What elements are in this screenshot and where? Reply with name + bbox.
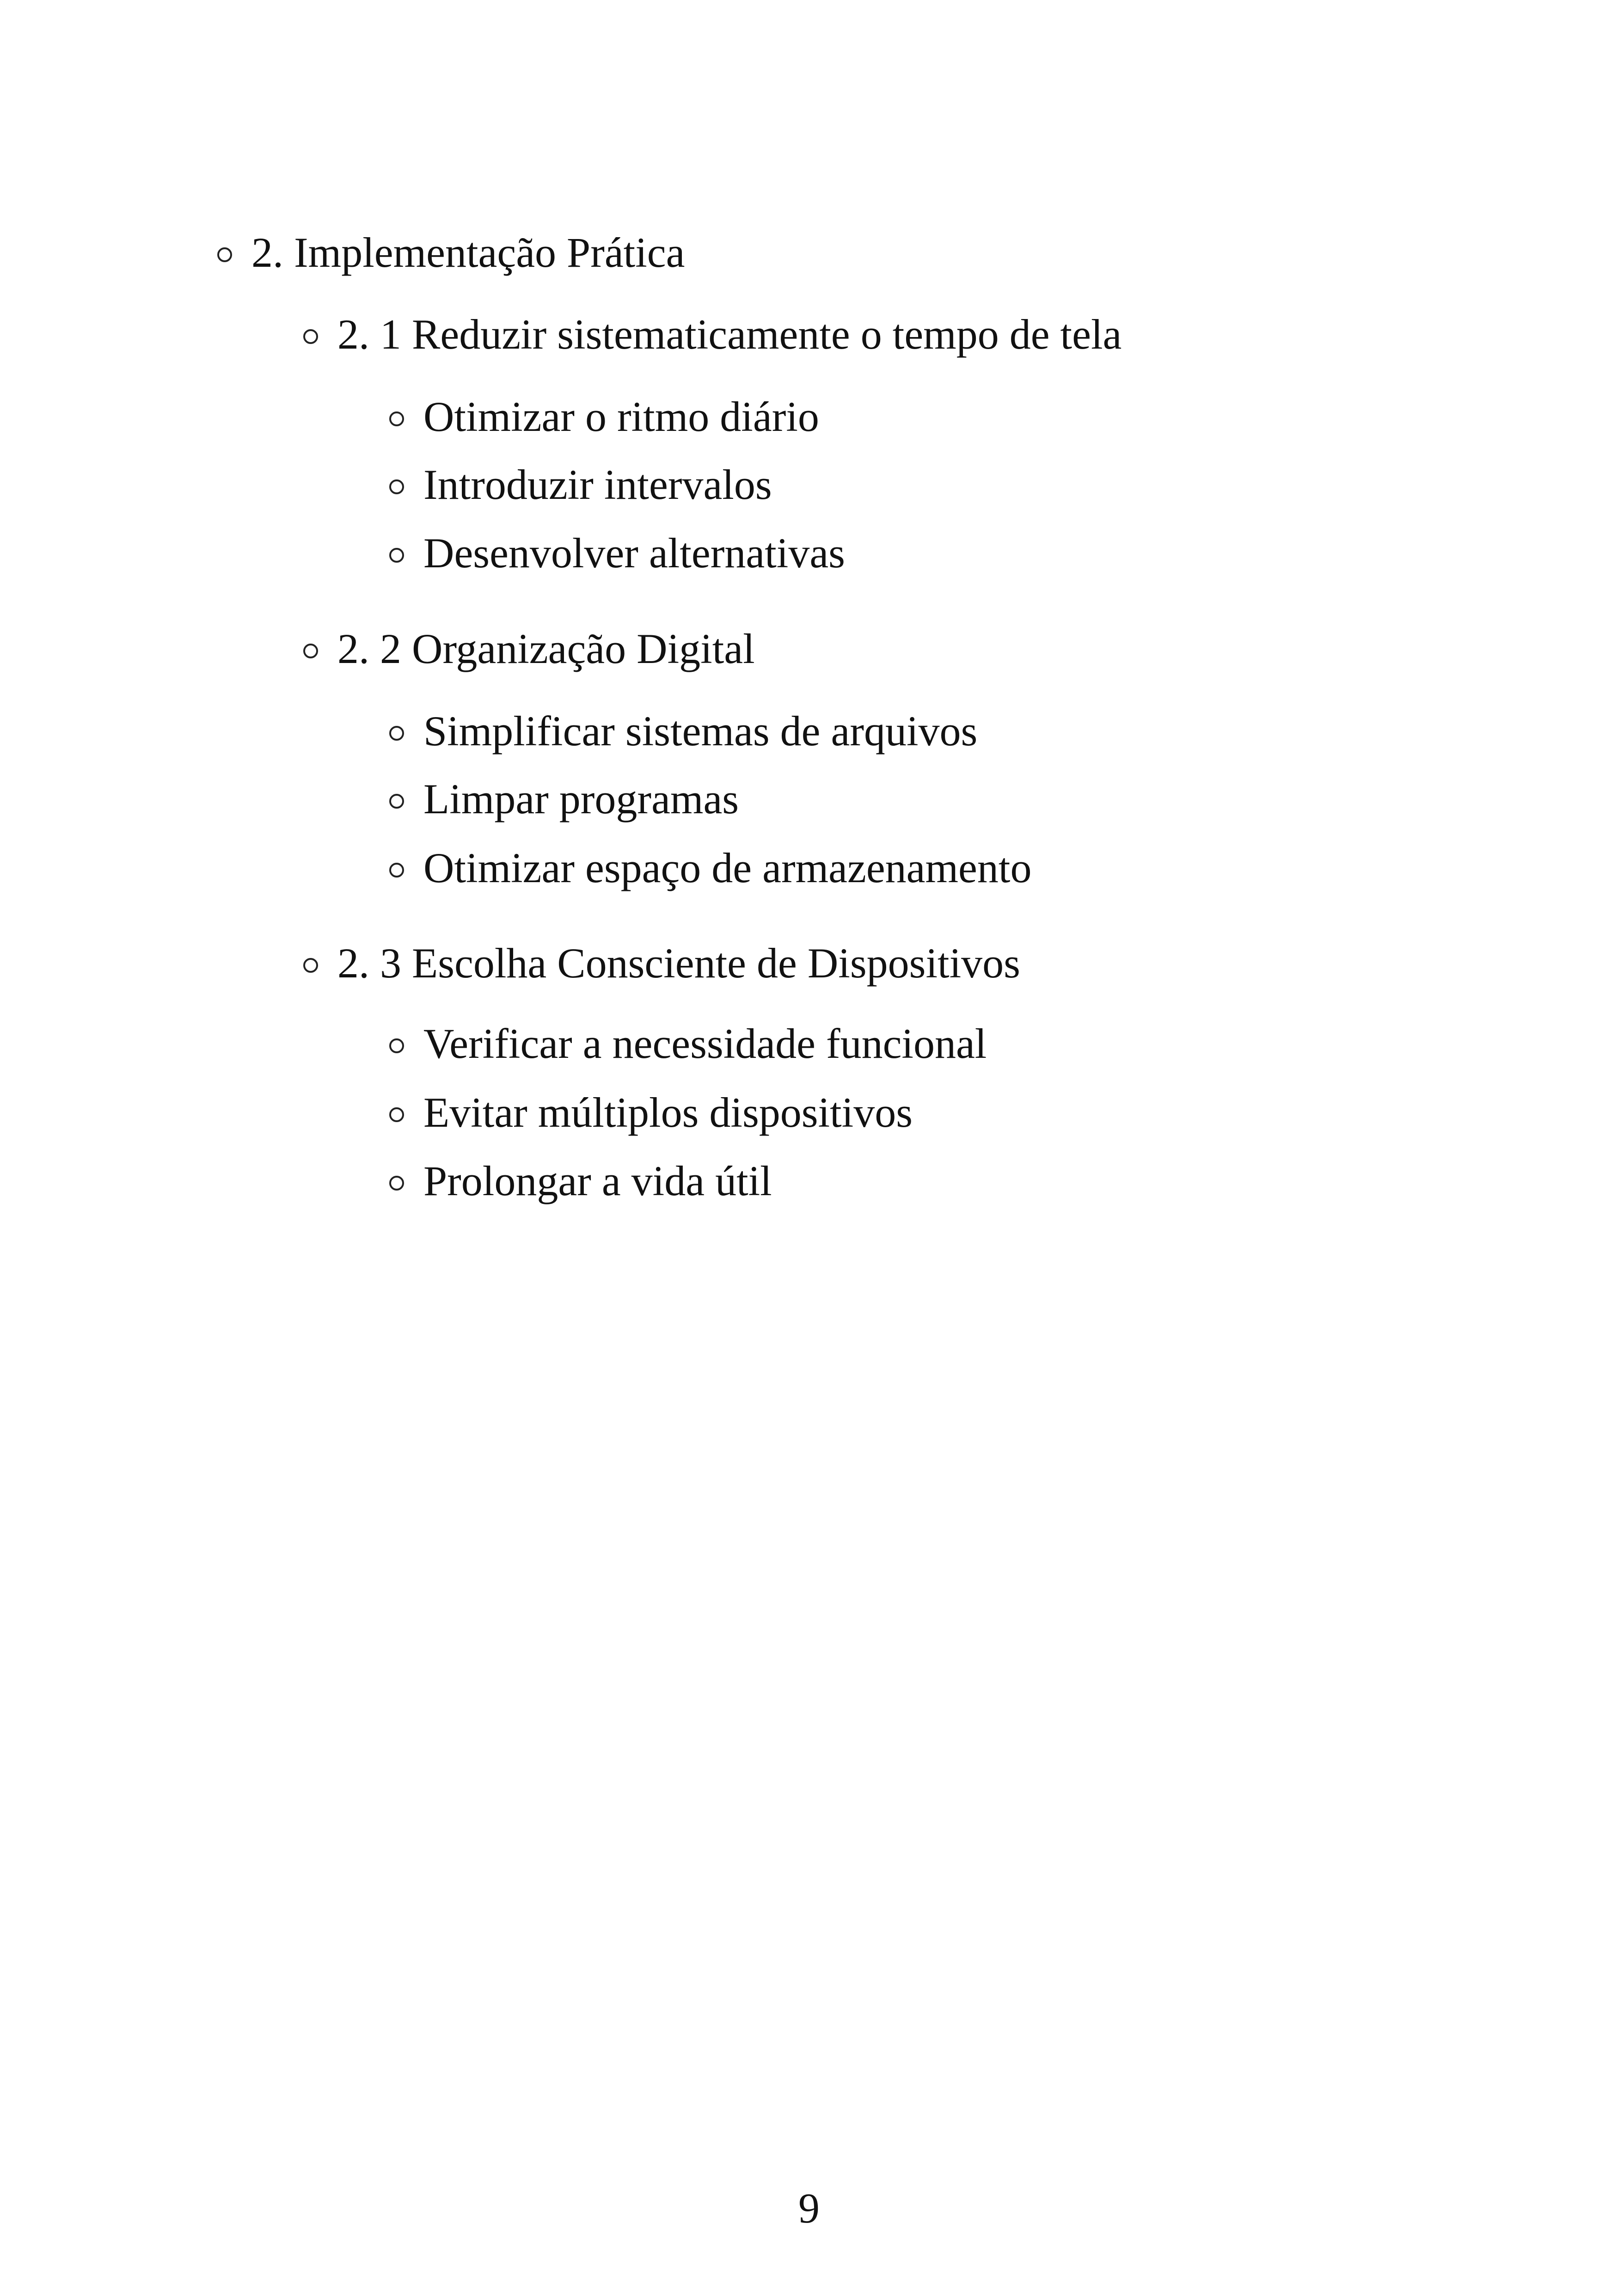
outline-heading (217, 231, 685, 274)
section-title-text: 2. 1 Reduzir sistematicamente o tempo de tela (337, 311, 1122, 358)
list-item-text: Otimizar espaço de armazenamento (423, 844, 1032, 891)
hollow-circle-bullet-icon (389, 479, 404, 494)
list-item (389, 844, 1032, 891)
section-title (303, 627, 755, 670)
hollow-circle-bullet-icon (389, 1038, 404, 1053)
list-item (389, 463, 772, 506)
list-item (389, 1157, 772, 1204)
list-item (389, 1091, 913, 1134)
list-item-text: Evitar múltiplos dispositivos (423, 1089, 913, 1136)
hollow-circle-bullet-icon (389, 1176, 404, 1191)
hollow-circle-bullet-icon (389, 794, 404, 809)
section-title-text: 2. 2 Organização Digital (337, 625, 755, 672)
section-title (303, 313, 1122, 356)
list-item-text: Limpar programas (423, 775, 739, 823)
hollow-circle-bullet-icon (389, 548, 404, 563)
page-number: 9 (798, 2185, 820, 2232)
list-item (389, 1022, 987, 1065)
hollow-circle-bullet-icon (389, 863, 404, 878)
hollow-circle-bullet-icon (303, 958, 318, 973)
list-item (389, 529, 845, 577)
hollow-circle-bullet-icon (303, 329, 318, 344)
section-title-text: 2. 3 Escolha Consciente de Dispositivos (337, 939, 1020, 987)
hollow-circle-bullet-icon (303, 644, 318, 658)
hollow-circle-bullet-icon (389, 1107, 404, 1122)
list-item-text: Introduzir intervalos (423, 461, 772, 508)
list-item (389, 707, 978, 755)
list-item-text: Prolongar a vida útil (423, 1157, 772, 1204)
list-item (389, 395, 819, 438)
list-item (389, 775, 739, 823)
list-item-text: Verificar a necessidade funcional (423, 1020, 987, 1067)
hollow-circle-bullet-icon (389, 726, 404, 741)
section-title (303, 939, 1020, 987)
outline-heading-text: 2. Implementação Prática (251, 229, 685, 276)
list-item-text: Otimizar o ritmo diário (423, 393, 819, 440)
hollow-circle-bullet-icon (217, 247, 232, 262)
list-item-text: Desenvolver alternativas (423, 529, 845, 577)
list-item-text: Simplificar sistemas de arquivos (423, 707, 978, 755)
hollow-circle-bullet-icon (389, 411, 404, 426)
